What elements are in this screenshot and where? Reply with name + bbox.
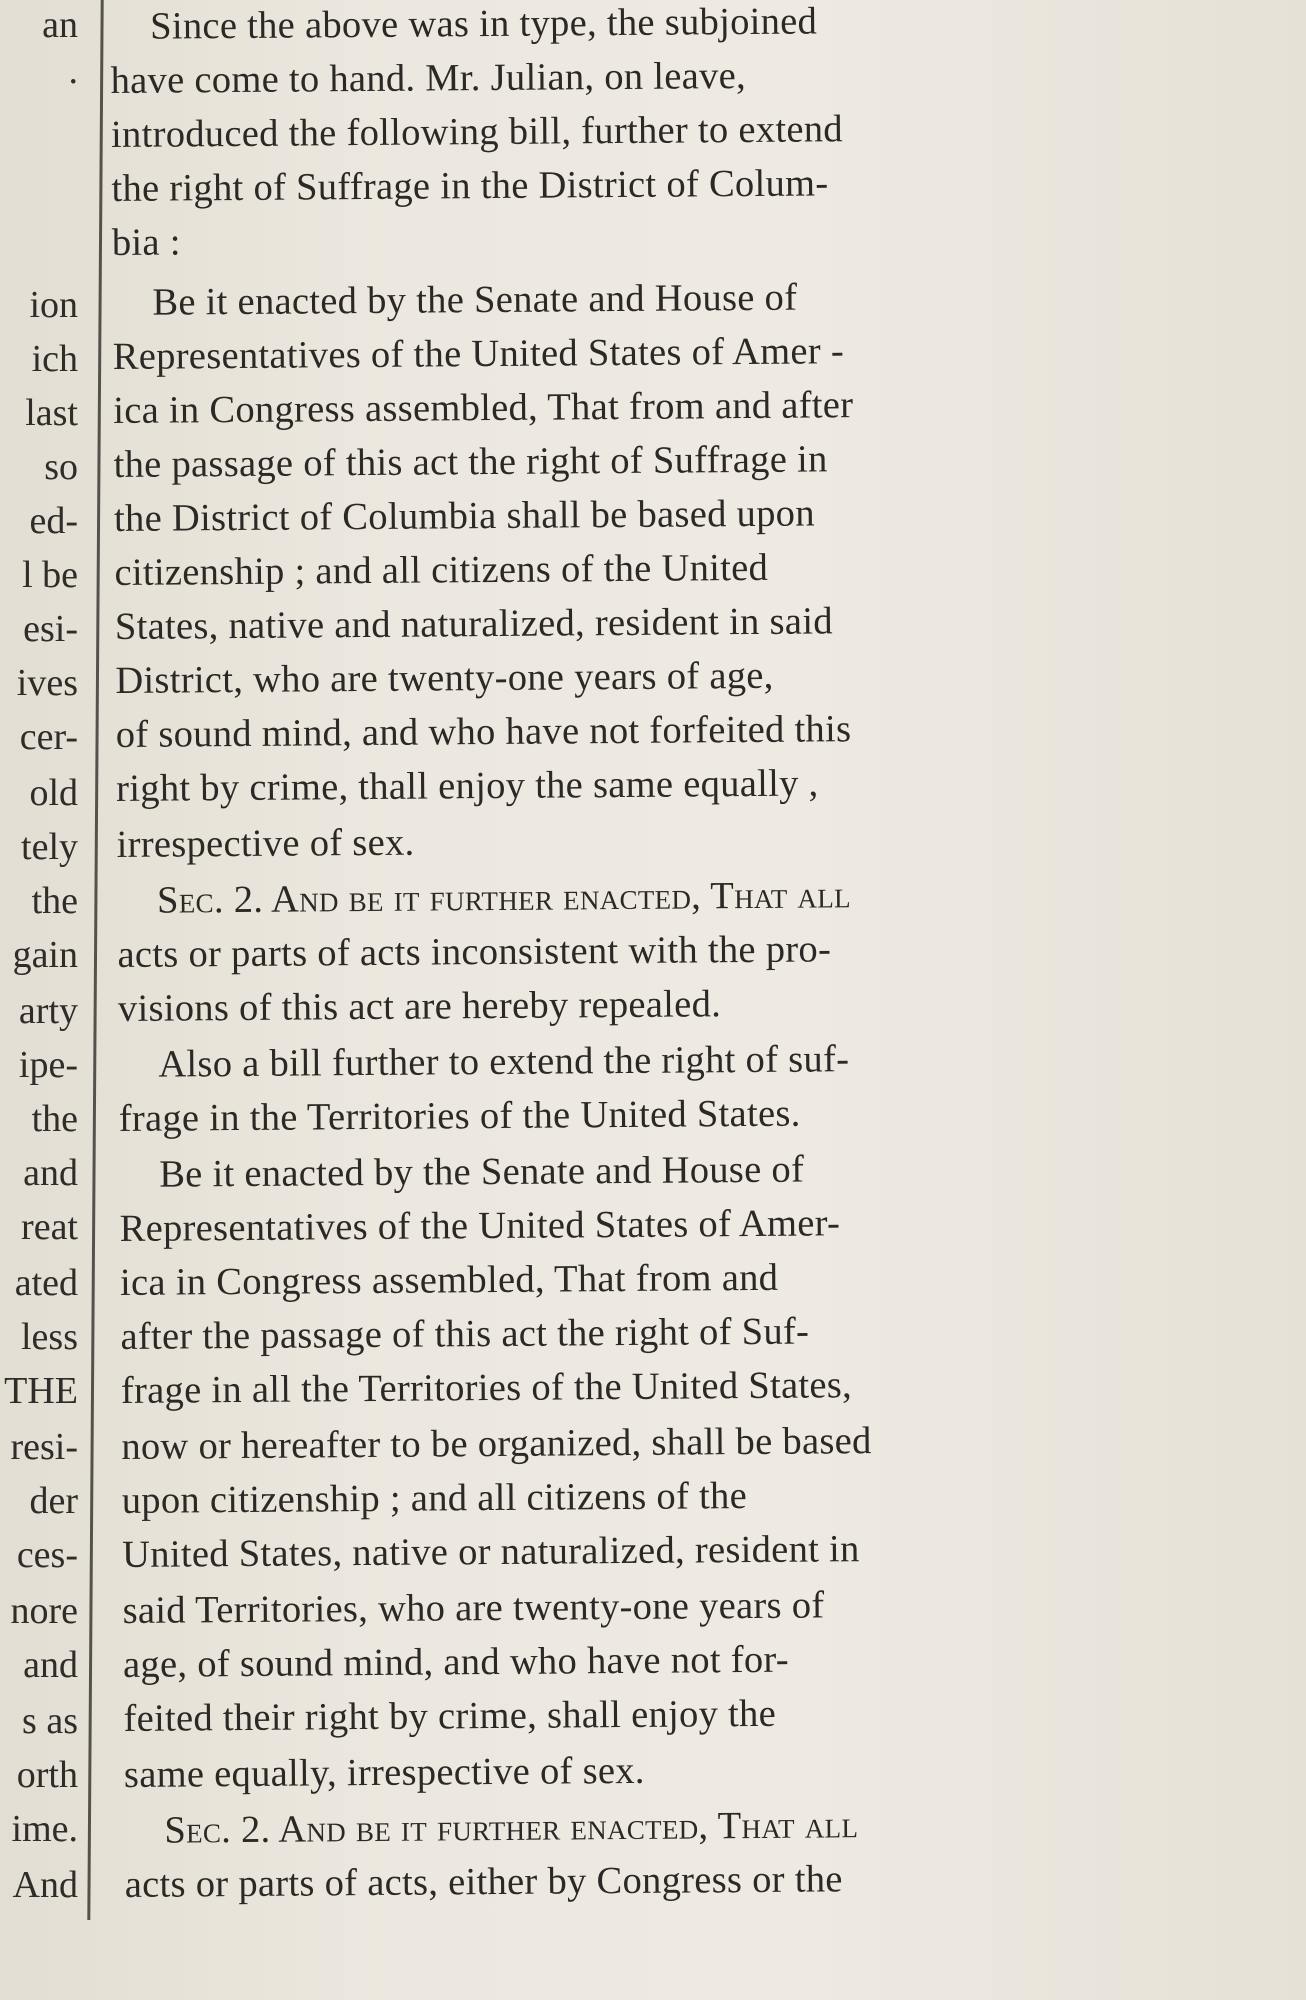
article-column (110, 0, 1126, 2000)
left-fragment: nore (10, 1590, 78, 1632)
article-line: Sec. 2. And be it further enacted, That all (164, 1804, 859, 1852)
left-fragment: s as (22, 1700, 78, 1742)
left-column-fragments (0, 0, 92, 2000)
left-fragment: an (42, 4, 78, 46)
left-fragment: and (23, 1152, 78, 1194)
article-line: citizenship ; and all citizens of the United (114, 546, 769, 594)
article-line: the District of Columbia shall be based upon (113, 492, 815, 540)
article-line: of sound mind, and who have not forfeited this (115, 708, 852, 756)
article-line: United States, native or naturalized, resident in (122, 1528, 860, 1576)
left-fragment: resi- (10, 1426, 78, 1468)
left-fragment: ion (29, 284, 78, 326)
left-fragment: so (44, 446, 78, 488)
left-fragment: arty (18, 990, 78, 1032)
left-fragment: and (23, 1644, 78, 1686)
left-fragment: reat (21, 1206, 78, 1248)
left-fragment: ated (14, 1262, 78, 1304)
article-line: right by crime, thall enjoy the same equally , (116, 762, 819, 810)
left-fragment: ives (16, 662, 78, 704)
article-line: same equally, irrespective of sex. (123, 1749, 645, 1796)
article-line: Representatives of the United States of Amer- (119, 1202, 841, 1250)
article-line: acts or parts of acts inconsistent with the pro- (117, 928, 832, 976)
article-line: upon citizenship ; and all citizens of the (121, 1475, 748, 1522)
left-fragment: last (25, 392, 78, 434)
left-fragment: gain (12, 934, 78, 976)
article-line: the passage of this act the right of Suffrage in (113, 438, 828, 486)
left-fragment: ces- (16, 1534, 78, 1576)
left-fragment: ich (31, 338, 78, 380)
article-line: said Territories, who are twenty-one years of (122, 1584, 825, 1632)
article-line: age, of sound mind, and who have not for- (122, 1638, 790, 1686)
article-line: acts or parts of acts, either by Congress or the (124, 1858, 843, 1906)
article-line: ica in Congress assembled, That from and after (113, 384, 854, 432)
article-line: States, native and naturalized, resident in said (114, 600, 833, 648)
article-line: frage in the Territories of the United States. (118, 1092, 801, 1140)
left-fragment: orth (16, 1754, 78, 1796)
article-line: Be it enacted by the Senate and House of (152, 276, 798, 324)
article-line: Since the above was in type, the subjoined (150, 0, 818, 48)
left-fragment: the (31, 880, 78, 922)
article-line: irrespective of sex. (116, 821, 415, 866)
left-fragment: l be (22, 554, 78, 596)
article-line: District, who are twenty-one years of age, (115, 654, 774, 702)
left-fragment: less (21, 1316, 78, 1358)
article-line: after the passage of this act the right of Suf- (120, 1310, 810, 1358)
left-fragment: tely (21, 826, 78, 868)
left-fragment: ipe- (18, 1044, 78, 1086)
article-line: Sec. 2. And be it further enacted, That all (156, 874, 851, 922)
left-fragment: esi- (23, 608, 78, 650)
article-line: bia : (111, 221, 181, 264)
left-fragment: der (29, 1480, 78, 1522)
article-line: Representatives of the United States of Amer - (112, 330, 845, 378)
left-fragment: ed- (29, 500, 78, 542)
article-line: feited their right by crime, shall enjoy the (123, 1692, 777, 1740)
left-fragment: old (29, 772, 78, 814)
article-line: Be it enacted by the Senate and House of (159, 1148, 805, 1196)
article-line: frage in all the Territories of the United States, (120, 1364, 853, 1412)
left-fragment: cer- (19, 716, 78, 758)
left-fragment: And (12, 1864, 78, 1906)
article-line: visions of this act are hereby repealed. (117, 983, 722, 1030)
article-line: Also a bill further to extend the right of suf- (158, 1038, 850, 1086)
article-line: the right of Suffrage in the District of Colum- (111, 162, 829, 210)
article-line: now or hereafter to be organized, shall be based (121, 1420, 872, 1468)
left-fragment: the (31, 1098, 78, 1140)
article-line: have come to hand. Mr. Julian, on leave, (110, 55, 747, 102)
left-fragment: ime. (11, 1808, 78, 1850)
article-line: introduced the following bill, further to extend (110, 108, 844, 156)
left-fragment: THE (4, 1370, 78, 1412)
left-fragment: . (68, 50, 78, 92)
article-line: ica in Congress assembled, That from and (119, 1256, 779, 1304)
